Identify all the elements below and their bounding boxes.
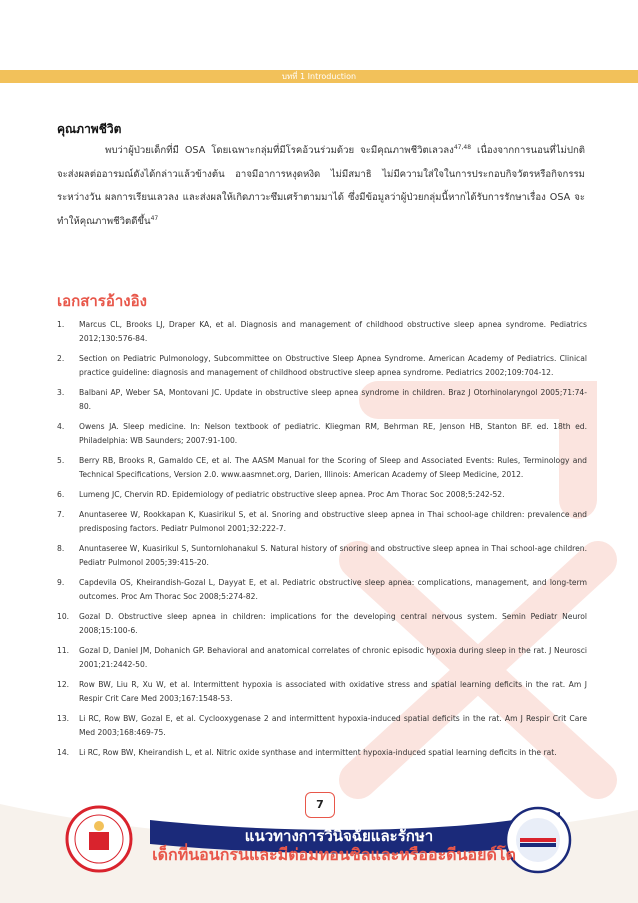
references-title: เอกสารอ้างอิง	[57, 292, 147, 310]
citation: 47	[150, 214, 159, 222]
reference-item	[57, 420, 587, 448]
reference-text: Owens JA. Sleep medicine. In: Nelson textbook of pediatric. Kliegman RM, Behrman RE, Jenson HB, Stanton BF. ed. 18th ed. Philadelphia: WB Saunders; 2007:91-100.	[79, 422, 587, 446]
reference-item	[57, 454, 587, 482]
section-title: คุณภาพชีวิต	[57, 122, 122, 136]
reference-text: Capdevila OS, Kheirandish-Gozal L, Dayyat E, et al. Pediatric obstructive sleep apnea: complications, management, and long-term outcomes. Proc Am Thorac Soc 2008;5:274-82.	[79, 577, 587, 601]
reference-text: Anuntaseree W, Kuasirikul S, Suntornlohanakul S. Natural history of snoring and obstructive sleep apnea in Thai school-age children. Pediatr Pulmonol 2005;39:415-20.	[79, 543, 587, 567]
reference-number: 4.	[57, 422, 65, 431]
reference-item	[57, 576, 587, 604]
reference-item	[57, 712, 587, 740]
reference-text: Marcus CL, Brooks LJ, Draper KA, et al. Diagnosis and management of childhood obstructive sleep apnea syndrome. Pediatrics 2012;130:576-84.	[79, 320, 587, 344]
reference-item	[57, 746, 587, 760]
reference-number: 14.	[57, 747, 70, 757]
reference-number: 10.	[57, 611, 70, 621]
reference-number: 13.	[57, 713, 70, 723]
reference-item	[57, 318, 587, 346]
reference-text: Section on Pediatric Pulmonology, Subcommittee on Obstructive Sleep Apnea Syndrome. American Academy of Pediatrics. Clinical practice guideline: diagnosis and management of childhood obstructive sleep apnea syndrome. Pediatrics 2002;109:704-12.	[79, 354, 587, 378]
reference-item	[57, 644, 587, 672]
page-number: 7	[305, 792, 335, 818]
reference-item	[57, 678, 587, 706]
reference-number: 6.	[57, 490, 65, 499]
reference-item	[57, 610, 587, 638]
reference-text: Lumeng JC, Chervin RD. Epidemiology of pediatric obstructive sleep apnea. Proc Am Thorac Soc 2008;5:242-52.	[79, 490, 505, 499]
footer-title-line1: แนวทางการวินิจฉัยและรักษา	[244, 827, 434, 845]
reference-list	[57, 318, 587, 766]
reference-text: Anuntaseree W, Rookkapan K, Kuasirikul S, et al. Snoring and obstructive sleep apnea in Thai school-age children: prevalence and predisposing factors. Pediatr Pulmonol 2001;32:222-7.	[79, 509, 587, 533]
reference-text: Balbani AP, Weber SA, Montovani JC. Update in obstructive sleep apnea syndrome in children. Braz J Otorhinolaryngol 2005;71:74-80.	[79, 388, 587, 412]
reference-text: Gozal D. Obstructive sleep apnea in children: implications for the developing central nervous system. Semin Pediatr Neurol 2008;15:100-6.	[79, 611, 587, 635]
reference-text: Berry RB, Brooks R, Gamaldo CE, et al. The AASM Manual for the Scoring of Sleep and Associated Events: Rules, Terminology and Technical Specifications, Version 2.0. www.aasmnet.org, Darien, Illinois: American Academy of Sleep Medicine, 2012.	[79, 456, 587, 480]
reference-number: 11.	[57, 645, 70, 655]
reference-number: 7.	[57, 509, 65, 519]
reference-number: 1.	[57, 320, 65, 329]
footer-title-line2: เด็กที่นอนกรนและมีต่อมทอนซิลและหรืออะดีนอยด์โต	[152, 845, 516, 864]
reference-item	[57, 508, 587, 536]
reference-text: Gozal D, Daniel JM, Dohanich GP. Behavioral and anatomical correlates of chronic episodic hypoxia during sleep in the rat. J Neurosci 2001;21:2442-50.	[79, 645, 587, 669]
reference-item	[57, 542, 587, 570]
reference-text: Li RC, Row BW, Gozal E, et al. Cyclooxygenase 2 and intermittent hypoxia-induced spatial deficits in the rat. Am J Respir Crit Care Med 2003;168:469-75.	[79, 713, 587, 737]
citation: 47,48	[453, 143, 472, 151]
reference-item	[57, 352, 587, 380]
reference-item	[57, 386, 587, 414]
reference-text: Row BW, Liu R, Xu W, et al. Intermittent hypoxia is associated with oxidative stress and spatial learning deficits in the rat. Am J Respir Crit Care Med 2003;167:1548-53.	[79, 679, 587, 703]
quality-of-life-paragraph: พบว่าผู้ป่วยเด็กที่มี OSA โดยเฉพาะกลุ่มที่มีโรคอ้วนร่วมด้วย จะมีคุณภาพชีวิตเลวลง$^{47,48}$ เนื่องจากการนอนที่ไม่ปกติ จะส่งผลต่ออารมณ์ดังได้กล่าวแล้วข้างต้น อาจมีอาการหงุดหงิด ไม่มีสมาธิ ไม่มีความใส่ใจในการประกอบกิจวัตรหรือกิจกรรมระหว่างวัน ผลการเรียนเลวลง และส่งผลให้เกิดภาวะซึมเศร้าตามมาได้ ซึ่งมีข้อมูลว่าผู้ป่วยกลุ่มนี้หากได้รับการรักษาเรื่อง OSA จะทำให้คุณภาพชีวิตดีขึ้น$^{47}$	[57, 143, 585, 227]
reference-number: 5.	[57, 456, 65, 465]
reference-number: 8.	[57, 543, 65, 553]
reference-item	[57, 488, 587, 502]
chapter-label: บทที่ 1 Introduction	[281, 72, 357, 81]
reference-number: 9.	[57, 577, 65, 587]
reference-number: 12.	[57, 679, 70, 689]
reference-text: Li RC, Row BW, Kheirandish L, et al. Nitric oxide synthase and intermittent hypoxia-induced spatial learning deficits in the rat.	[79, 747, 557, 757]
reference-number: 2.	[57, 354, 65, 363]
reference-number: 3.	[57, 388, 65, 397]
